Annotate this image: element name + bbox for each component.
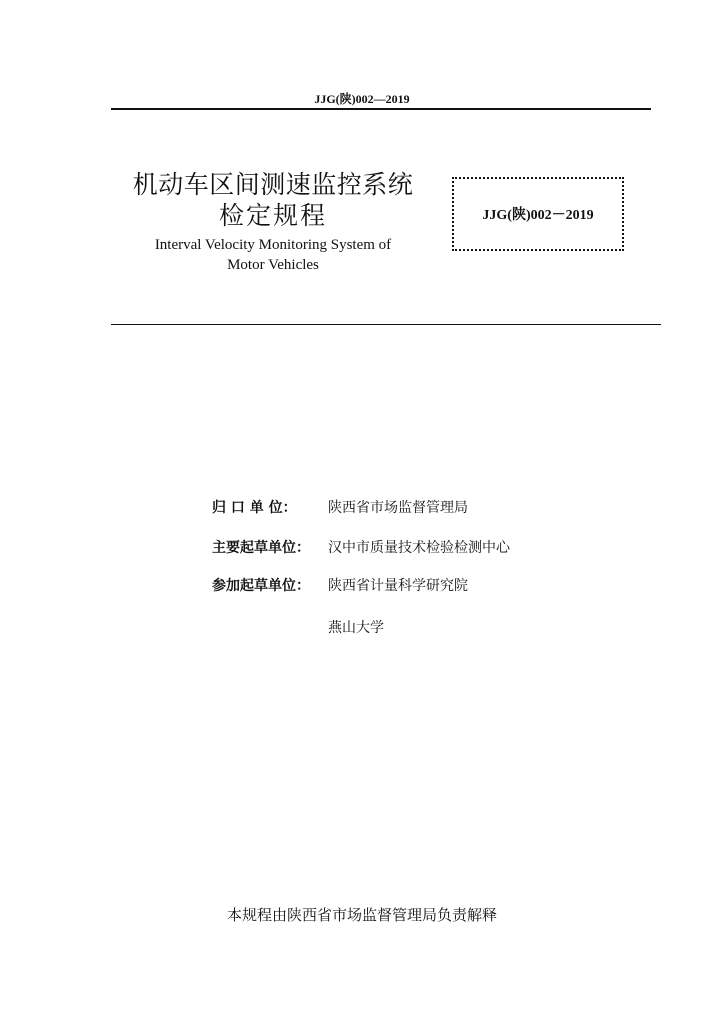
title-english-line-2: Motor Vehicles — [227, 257, 319, 273]
header-divider — [111, 108, 651, 110]
title-english-line-1: Interval Velocity Monitoring System of — [154, 237, 392, 253]
footer-interpretation-note: 本规程由陕西省市场监督管理局负责解释 — [226, 906, 497, 924]
org-label: 主要起草单位： — [212, 540, 310, 556]
standard-code-box — [452, 177, 624, 251]
org-label: 归 口 单 位： — [212, 500, 297, 516]
standard-code: JJG(陕)002－2019 — [482, 208, 594, 223]
header-standard-code: JJG(陕)002—2019 — [314, 92, 410, 106]
org-value: 陕西省市场监督管理局 — [328, 500, 468, 516]
org-row-participating-drafter — [212, 577, 468, 595]
title-block — [118, 170, 428, 275]
org-row-participating-drafter-2 — [212, 619, 384, 637]
title-divider — [111, 324, 661, 325]
org-label: 参加起草单位： — [212, 578, 310, 594]
org-row-main-drafter — [212, 539, 510, 557]
title-chinese-line-1: 机动车区间测速监控系统 — [132, 170, 414, 199]
title-chinese-line-2: 检定规程 — [218, 201, 327, 230]
org-value: 陕西省计量科学研究院 — [328, 578, 468, 594]
org-row-responsible — [212, 499, 468, 517]
org-value: 燕山大学 — [328, 620, 384, 636]
org-value: 汉中市质量技术检验检测中心 — [328, 540, 510, 556]
org-label — [212, 619, 328, 637]
